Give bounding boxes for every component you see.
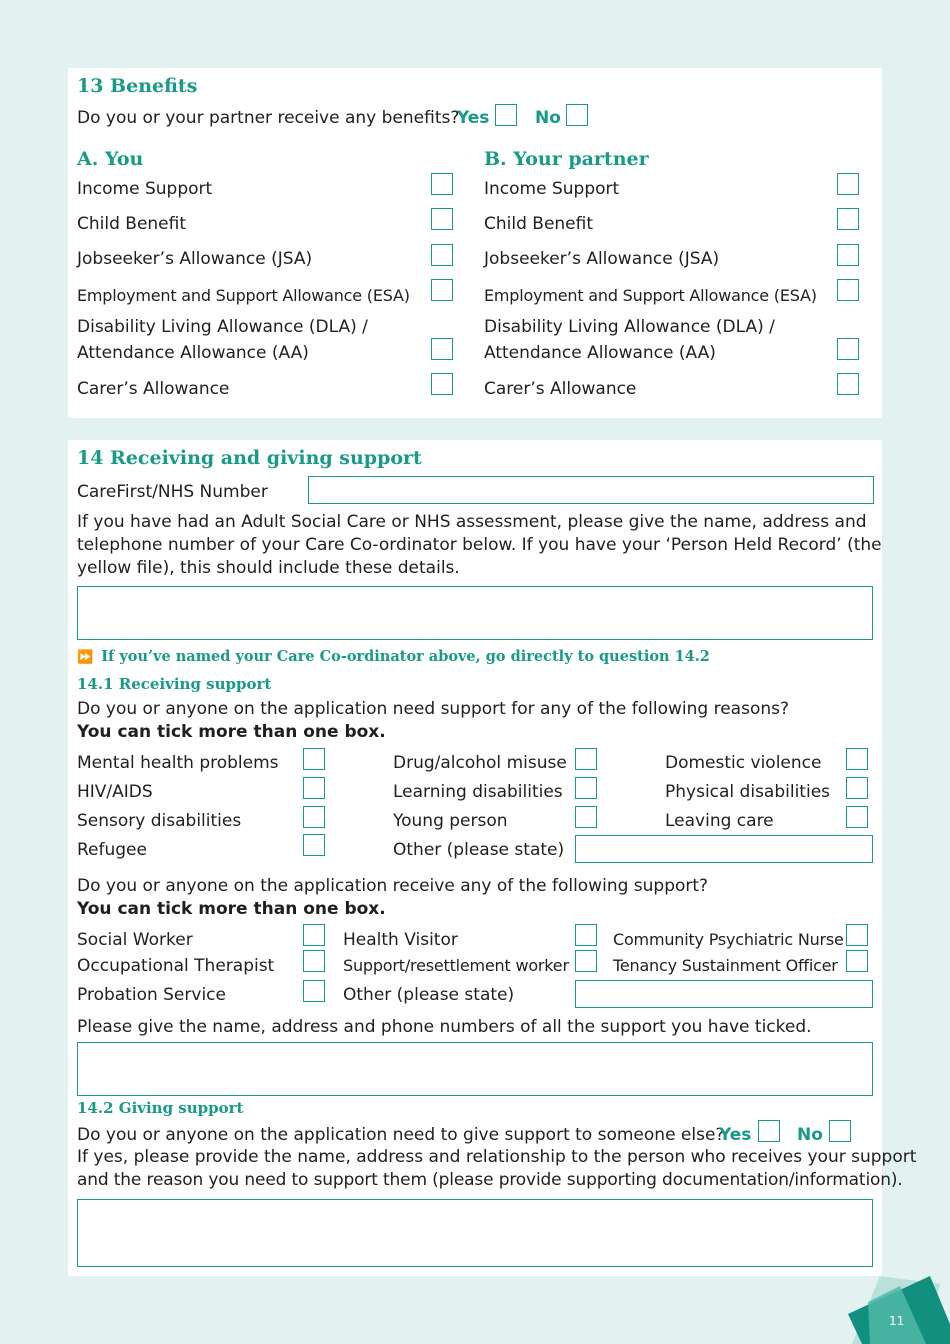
fast-forward-icon: ⏩ [77,650,92,665]
partner-dla-label-line2: Attendance Allowance (AA) [484,343,716,363]
tick-more-note-2: You can tick more than one box. [77,899,386,919]
reason-sensory-label: Sensory disabilities [77,811,242,831]
support-other-label: Other (please state) [343,985,515,1005]
partner-jsa-checkbox[interactable] [837,244,859,266]
giving-support-instructions-line2: and the reason you need to support them (please provide supporting documentation/information). [77,1170,903,1190]
support-other-input[interactable] [575,980,873,1008]
partner-esa-label: Employment and Support Allowance (ESA) [484,286,817,305]
giving-support-heading: 14.2 Giving support [77,1099,244,1117]
you-carers-allowance-checkbox[interactable] [431,373,453,395]
you-carers-allowance-label: Carer’s Allowance [77,379,230,399]
support-received-question: Do you or anyone on the application receive any of the following support? [77,876,709,896]
you-column-heading: A. You [77,148,144,170]
partner-dla-label-line1: Disability Living Allowance (DLA) / [484,317,775,337]
reason-domestic-violence-checkbox[interactable] [846,748,868,770]
support-social-worker-checkbox[interactable] [303,924,325,946]
partner-esa-checkbox[interactable] [837,279,859,301]
reason-drug-alcohol-label: Drug/alcohol misuse [393,753,567,773]
partner-child-benefit-checkbox[interactable] [837,208,859,230]
benefits-yes-label: Yes [457,108,490,128]
support-cpn-checkbox[interactable] [846,924,868,946]
reason-learning-label: Learning disabilities [393,782,563,802]
support-health-visitor-label: Health Visitor [343,930,458,950]
benefits-no-label: No [535,108,561,128]
partner-jsa-label: Jobseeker’s Allowance (JSA) [484,249,720,269]
you-esa-checkbox[interactable] [431,279,453,301]
partner-carers-allowance-checkbox[interactable] [837,373,859,395]
support-occupational-therapist-checkbox[interactable] [303,950,325,972]
skip-directive [77,648,710,665]
support-details-prompt: Please give the name, address and phone numbers of all the support you have ticked. [77,1017,812,1037]
reason-refugee-checkbox[interactable] [303,834,325,856]
you-child-benefit-checkbox[interactable] [431,208,453,230]
support-occupational-therapist-label: Occupational Therapist [77,956,275,976]
partner-income-support-checkbox[interactable] [837,173,859,195]
reason-physical-label: Physical disabilities [665,782,831,802]
giving-support-yes-label: Yes [719,1125,752,1145]
giving-support-no-label: No [797,1125,823,1145]
giving-support-yes-checkbox[interactable] [758,1120,780,1142]
giving-support-instructions-line1: If yes, please provide the name, address and relationship to the person who receives your support [77,1147,917,1167]
partner-column-heading: B. Your partner [484,148,649,170]
tick-more-note: You can tick more than one box. [77,722,386,742]
partner-income-support-label: Income Support [484,179,620,199]
reason-hiv-checkbox[interactable] [303,777,325,799]
reason-learning-checkbox[interactable] [575,777,597,799]
you-income-support-label: Income Support [77,179,213,199]
reason-leaving-care-checkbox[interactable] [846,806,868,828]
reason-other-input[interactable] [575,835,873,863]
reason-domestic-violence-label: Domestic violence [665,753,822,773]
you-jsa-label: Jobseeker’s Allowance (JSA) [77,249,313,269]
care-coordinator-intro-line2: telephone number of your Care Co-ordinator below. If you have your ‘Person Held Record’ (the [77,535,882,555]
reason-physical-checkbox[interactable] [846,777,868,799]
support-probation-checkbox[interactable] [303,980,325,1002]
support-tenancy-officer-checkbox[interactable] [846,950,868,972]
receiving-support-question: Do you or anyone on the application need support for any of the following reasons? [77,699,789,719]
support-probation-label: Probation Service [77,985,226,1005]
you-jsa-checkbox[interactable] [431,244,453,266]
giving-support-question: Do you or anyone on the application need to give support to someone else? [77,1125,725,1145]
reason-sensory-checkbox[interactable] [303,806,325,828]
support-social-worker-label: Social Worker [77,930,193,950]
you-dla-label-line1: Disability Living Allowance (DLA) / [77,317,368,337]
support-resettlement-label: Support/resettlement worker [343,956,569,975]
partner-child-benefit-label: Child Benefit [484,214,594,234]
you-child-benefit-label: Child Benefit [77,214,187,234]
reason-mental-health-label: Mental health problems [77,753,279,773]
reason-other-label: Other (please state) [393,840,565,860]
giving-support-no-checkbox[interactable] [829,1120,851,1142]
benefits-panel [68,68,882,418]
reason-young-person-label: Young person [393,811,508,831]
you-dla-aa-checkbox[interactable] [431,338,453,360]
reason-hiv-label: HIV/AIDS [77,782,153,802]
support-cpn-label: Community Psychiatric Nurse [613,930,844,949]
benefits-yes-checkbox[interactable] [495,104,517,126]
benefits-question: Do you or your partner receive any benefits? [77,108,460,128]
reason-refugee-label: Refugee [77,840,147,860]
corner-decoration [830,1264,950,1344]
reason-young-person-checkbox[interactable] [575,806,597,828]
you-esa-label: Employment and Support Allowance (ESA) [77,286,410,305]
reason-drug-alcohol-checkbox[interactable] [575,748,597,770]
section-13-heading: 13 Benefits [77,75,198,97]
partner-dla-aa-checkbox[interactable] [837,338,859,360]
section-14-heading: 14 Receiving and giving support [77,447,422,469]
care-coordinator-intro-line1: If you have had an Adult Social Care or NHS assessment, please give the name, address and [77,512,867,532]
you-dla-label-line2: Attendance Allowance (AA) [77,343,309,363]
you-income-support-checkbox[interactable] [431,173,453,195]
carefirst-number-input[interactable] [308,476,874,504]
care-coordinator-details-field[interactable] [77,586,873,640]
skip-directive-text: If you’ve named your Care Co-ordinator above, go directly to question 14.2 [101,648,710,665]
support-panel [68,440,917,1276]
carefirst-label: CareFirst/NHS Number [77,482,268,502]
page-number: 11 [889,1314,905,1328]
giving-support-details-field[interactable] [77,1199,873,1267]
support-resettlement-checkbox[interactable] [575,950,597,972]
care-coordinator-intro-line3: yellow file), this should include these details. [77,558,460,578]
partner-carers-allowance-label: Carer’s Allowance [484,379,637,399]
benefits-no-checkbox[interactable] [566,104,588,126]
support-health-visitor-checkbox[interactable] [575,924,597,946]
reason-leaving-care-label: Leaving care [665,811,774,831]
support-details-field[interactable] [77,1042,873,1096]
reason-mental-health-checkbox[interactable] [303,748,325,770]
receiving-support-heading: 14.1 Receiving support [77,675,272,693]
support-tenancy-officer-label: Tenancy Sustainment Officer [613,956,838,975]
